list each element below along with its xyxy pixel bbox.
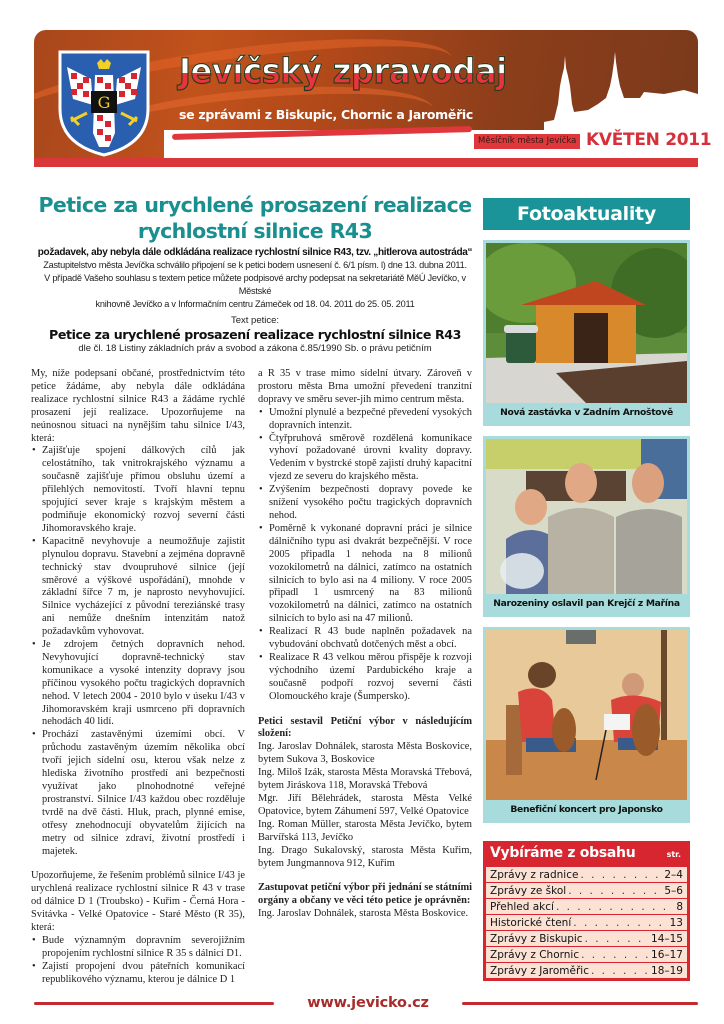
toc-item-label: Zprávy z Chornic: [490, 948, 580, 961]
article-title: Petice za urychlené prosazení realizace rychlostní silnice R43: [38, 193, 472, 243]
table-of-contents: [483, 841, 690, 981]
footer-rule-right: [462, 1002, 698, 1005]
article-demand: požadavek, aby nebyla dále odkládána realizace rychlostní silnice R43, tzv. „hitlerova autostráda“: [37, 247, 473, 258]
petition-title: Petice za urychlené prosazení realizace rychlostní silnice R43: [48, 327, 462, 342]
crest-letter: G: [97, 93, 111, 112]
photo-caption: Narozeniny oslavil pan Krejčí z Mařína: [486, 594, 687, 614]
article-info-line: knihovně Jevíčko a v Informačním centru Zámeček od 18. 04. 2011 do 25. 05. 2011: [95, 299, 415, 309]
monthly-label: Měsíčník města Jevíčka: [474, 134, 580, 149]
toc-item[interactable]: [486, 882, 687, 898]
photo-news-sidebar: [483, 198, 690, 823]
toc-item-pages: 16–17: [651, 948, 683, 961]
list-item: • Umožní plynulé a bezpečné převedení vysokých dopravních intenzit.: [258, 407, 472, 433]
toc-title: Vybíráme z obsahu: [490, 845, 636, 861]
toc-header: [486, 844, 687, 866]
bus-stop-photo: [486, 243, 687, 403]
solution-intro: Upozorňujeme, že řešením problémů silnice I/43 je urychlená realizace rychlostní silnice R 43 v trase od dálnice D 1 (Troubsko) - Kuřim - Černá Hora - Svitávka - Velké Opatovice - Staré Město (R 35), která:: [31, 870, 245, 934]
petition-intro: My, níže podepsaní občané, prostřednictvím této petice žádáme, aby nebyla dále odkládána realizace rychlostní silnice R43 a žádáme rychlé prosazení její realizace. Upozorňujeme na neúnosnou situaci na nynějším tahu silnice I/43, která:: [31, 368, 245, 444]
article-info-line: V případě Vašeho souhlasu s textem petice můžete podpisové archy podepsat na sekretariátě MěÚ Jevíčko, v Městské: [44, 273, 466, 296]
problem-list: [31, 445, 245, 858]
toc-item-pages: 5–6: [664, 884, 683, 897]
representative-heading: Zastupovat petiční výbor při jednání se státními orgány a občany ve věci této petice je oprávněn:: [258, 882, 472, 907]
town-skyline-icon: [544, 50, 698, 130]
page-footer: [34, 992, 698, 1016]
toc-item-label: Přehled akcí: [490, 900, 554, 913]
town-crest-logo: [57, 49, 151, 157]
list-item: • Čtyřpruhová směrově rozdělená komunikace vyhoví požadované úrovni kvality dopravy. Vedením v bystrcké stopě zajistí druhý kapacitní vjezd ze severu do krajského města.: [258, 433, 472, 485]
website-link[interactable]: www.jevicko.cz: [307, 995, 429, 1011]
article-column-2: [258, 368, 472, 921]
toc-item-pages: 13: [669, 916, 683, 929]
article-column-1: [31, 368, 245, 987]
sidebar-title: Fotoaktuality: [483, 198, 690, 230]
petition-legal-basis: dle čl. 18 Listiny základních práv a svobod a zákona č.85/1990 Sb. o právu petičním: [78, 343, 432, 354]
photo-caption: Benefiční koncert pro Japonsko: [486, 800, 687, 820]
continuation-text: a R 35 v trase mimo sídelní útvary. Zároveň v prostoru města Brna umožní převedení tranzitní dopravy ve směru sever-jih mimo centrum města.: [258, 368, 472, 405]
toc-item-pages: 14–15: [651, 932, 683, 945]
toc-item-pages: 8: [676, 900, 683, 913]
toc-item-pages: 2–4: [664, 868, 683, 881]
toc-item[interactable]: [486, 930, 687, 946]
list-item: • Zajistí propojení dvou páteřních komunikací republikového významu, kterou je dálnice D 1: [31, 961, 245, 987]
list-item: • Zajišťuje spojení dálkových cílů jak celostátního, tak vnitrokrajského významu a současně zajišťuje přímou obsluhu území a přilehlých nemovitostí. Tvoří hlavní tepnu spojující sever kraje s krajským městem a podmiňuje ekonomický rozvoj severní části Jihomoravského kraje.: [31, 445, 245, 535]
list-item: • Je zdrojem četných dopravních nehod. Nevyhovující dopravně-technický stav komunikace a vysoké intenzity dopravy jsou příčinou vysokého počtu tragických dopravních nehod. V letech 2004 - 2010 bylo v úseku I/43 v Jihomoravském kraji usmrceno při dopravních nehodách 40 lidí.: [31, 639, 245, 729]
photo-bus-stop: [483, 240, 690, 426]
toc-item-label: Zprávy z Jaroměřic: [490, 964, 589, 977]
issue-date: KVĚTEN 2011: [586, 130, 712, 150]
photo-concert: [483, 627, 690, 823]
benefit-list: [31, 935, 245, 987]
masthead-bottom-bar: [34, 158, 698, 167]
committee-member: Ing. Miloš Izák, starosta Města Moravská Třebová, bytem Jiráskova 118, Moravská Třebová: [258, 767, 472, 792]
photo-caption: Nová zastávka v Zadním Arnoštově: [486, 403, 687, 423]
list-item: • Realizací R 43 bude naplněn požadavek na vybudování obchvatů dotčených měst a obcí.: [258, 626, 472, 652]
toc-item[interactable]: [486, 866, 687, 882]
toc-item-pages: 18–19: [651, 964, 683, 977]
toc-item-label: Zprávy ze škol: [490, 884, 567, 897]
toc-item[interactable]: [486, 946, 687, 962]
committee-member: Ing. Roman Müller, starosta Města Jevíčko, bytem Barvířská 113, Jevíčko: [258, 818, 472, 843]
footer-rule-left: [34, 1002, 274, 1005]
newspaper-title: Jevíčský zpravodaj: [179, 52, 507, 92]
article-info-line: Zastupitelstvo města Jevíčka schválilo připojení se k petici bodem usnesení č. 6/1 písm. l) dne 13. dubna 2011.: [43, 260, 467, 270]
toc-item[interactable]: [486, 962, 687, 978]
birthday-photo: [486, 439, 687, 594]
toc-item-label: Historické čtení: [490, 916, 572, 929]
toc-item[interactable]: [486, 914, 687, 930]
article-lead: [30, 246, 480, 311]
photo-birthday: [483, 436, 690, 617]
article-header: [30, 192, 480, 355]
concert-photo: [486, 630, 687, 800]
toc-item[interactable]: [486, 898, 687, 914]
committee-heading: Petici sestavil Petiční výbor v následujícím složení:: [258, 715, 472, 740]
masthead: [34, 30, 712, 170]
committee-member: Ing. Drago Sukalovský, starosta Města Kuřim, bytem Jungmannova 912, Kuřim: [258, 844, 472, 869]
toc-item-label: Zprávy z radnice: [490, 868, 579, 881]
list-item: • Kapacitně nevyhovuje a neumožňuje zajistit plynulou dopravu. Stavební a zejména dopravně technický stav dvoupruhové silnice (její směrové a výškové uspořádání), mnohde v základní šířce 7 m, je naprosto nevyhovující. Silnice vycházející z původní tereziánské trasy ani nemůže dnešním intenzitám natož požadavkům vyhovovat.: [31, 536, 245, 639]
committee-member: Ing. Jaroslav Dohnálek, starosta Města Boskovice, bytem Sukova 3, Boskovice: [258, 741, 472, 766]
petition-label: Text petice:: [230, 315, 280, 326]
list-item: • Bude významným dopravním severojižním propojením rychlostní silnice R 35 s dálnicí D1.: [31, 935, 245, 961]
list-item: • Zvýšením bezpečnosti dopravy povede ke snížení vysokého počtu tragických dopravních nehod.: [258, 484, 472, 523]
representative: Ing. Jaroslav Dohnálek, starosta Města Boskovice.: [258, 908, 469, 920]
benefit-list-continued: [258, 407, 472, 704]
list-item: • Poměrně k vykonané dopravní práci je silnice dálničního typu asi dvakrát bezpečnější. V roce 2005 připadla 1 nehoda na 8 milionů vozokilometrů na dálnici, zatímco na ostatních silnicích to bylo asi na 4 miliony. V roce 2005 připadl 1 usmrcený na 83 milionů vozokilometrů na dálnici, zatímco na ostatních silnicích to bylo asi na 47 milionů.: [258, 523, 472, 626]
toc-page-label: str.: [666, 850, 681, 859]
newspaper-subtitle: se zprávami z Biskupic, Chornic a Jaroměřic: [179, 107, 474, 122]
list-item: • Realizace R 43 velkou měrou přispěje k rozvoji východního území Pardubického kraje a současně podpoří rozvoj severní části Olomouckého kraje (Šumpersko).: [258, 652, 472, 704]
committee-member: Mgr. Jiří Bělehrádek, starosta Města Velké Opatovice, bytem Záhumení 597, Velké Opatovice: [258, 793, 472, 817]
toc-item-label: Zprávy z Biskupic: [490, 932, 583, 945]
list-item: • Prochází zastavěnými územími obcí. V průchodu zastavěným územím několika obcí tvoří jejich sídelní osu, kterou však nelze z hlediska životního prostředí ani bezpečnosti využívat jako plnohodnotné veřejné prostranství. Silnice I/43 každou obec rozděluje tvrdě na dvě části. Hluk, prach, plynné emise, otřesy znehodnocují obyvatelům žijících na metry od silnice zdraví, životní prostředí i majetek.: [31, 729, 245, 858]
